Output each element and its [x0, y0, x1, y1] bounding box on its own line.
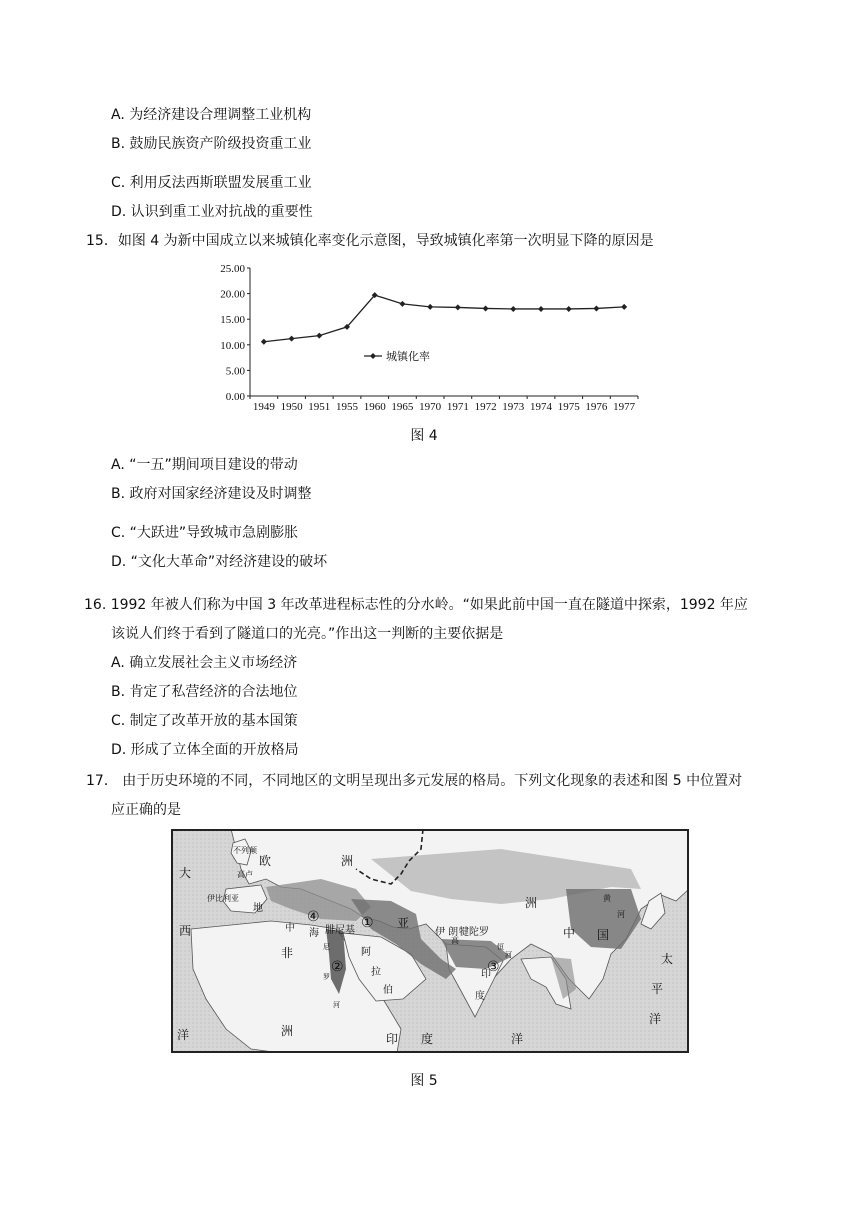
- map-marker-1: ①: [361, 915, 374, 931]
- data-point: [593, 305, 599, 311]
- x-tick-label: 1955: [336, 401, 358, 413]
- data-point: [289, 336, 295, 342]
- map-label-yellow-river-he: 河: [617, 910, 625, 919]
- figure-5-caption: 图 5: [410, 1073, 438, 1089]
- x-tick-label: 1971: [446, 401, 469, 413]
- map-label-indian-ocean-du: 度: [421, 1032, 434, 1046]
- q14-option-d: D. 认识到重工业对抗战的重要性: [111, 204, 313, 220]
- q15-option-a: A. “一五”期间项目建设的带动: [111, 457, 298, 473]
- map-label-arabia-bo: 伯: [383, 985, 393, 996]
- map-label-ganges-heng: 恒: [497, 943, 504, 951]
- data-point: [621, 304, 627, 310]
- map-label-mediterranean-zhong: 中: [285, 923, 295, 934]
- y-tick-label: 10.00: [220, 339, 245, 352]
- q15-option-d: D. “文化大革命”对经济建设的破坏: [111, 554, 328, 570]
- q14-option-a: A. 为经济建设合理调整工业机构: [111, 107, 312, 123]
- q17-stem-line1: 17． 由于历史环境的不同，不同地区的文明呈现出多元发展的格局。下列文化现象的表述和图 5 中位置对: [86, 773, 743, 789]
- q15-option-c: C. “大跃进”导致城市急剧膨胀: [111, 525, 299, 541]
- q16-option-b: B. 肯定了私营经济的合法地位: [111, 684, 298, 700]
- data-point: [455, 304, 461, 310]
- figure-4-caption: 图 4: [410, 428, 438, 444]
- map-label-iberia: 伊比利亚: [207, 894, 239, 903]
- map-label-indian-ocean-yang: 洋: [511, 1032, 524, 1046]
- map-label-arabia-a: 阿: [361, 947, 371, 958]
- data-point: [510, 306, 516, 312]
- map-label-china-zhong: 中: [563, 926, 576, 940]
- data-point: [261, 339, 267, 345]
- legend: [364, 349, 430, 363]
- x-tick-label: 1975: [557, 401, 580, 413]
- data-point: [566, 306, 572, 312]
- data-point: [399, 301, 405, 307]
- world-civilizations-map: [171, 829, 689, 1053]
- map-label-pacific-yang: 洋: [649, 1012, 662, 1026]
- map-marker-4: ④: [307, 909, 320, 925]
- x-tick-label: 1972: [474, 401, 497, 413]
- map-label-india-du: 度: [475, 991, 485, 1002]
- x-tick-label: 1974: [530, 401, 552, 413]
- urbanization-line-chart: [214, 258, 644, 418]
- q16-stem-line1: 16. 1992 年被人们称为中国 3 年改革进程标志性的分水岭。“如果此前中国一直在隧道中探索，1992 年应: [84, 597, 748, 613]
- map-label-china-guo: 国: [597, 928, 610, 942]
- map-label-di: 地: [253, 903, 263, 914]
- x-tick-label: 1973: [502, 401, 525, 413]
- q15-stem: 15．如图 4 为新中国成立以来城镇化率变化示意图，导致城镇化率第一次明显下降的原因是: [86, 233, 654, 249]
- map-label-yellow-river-huang: 黄: [603, 894, 611, 903]
- q14-option-b: B. 鼓励民族资产阶级投资重工业: [111, 136, 312, 152]
- q16-stem-line2: 该说人们终于看到了隧道口的光亮。”作出这一判断的主要依据是: [111, 626, 504, 642]
- data-point: [483, 305, 489, 311]
- y-tick-label: 25.00: [220, 263, 245, 275]
- map-label-africa-zhou: 洲: [281, 1024, 294, 1038]
- x-tick-label: 1977: [613, 401, 636, 413]
- map-label-asia-ya: 亚: [397, 916, 410, 930]
- x-tick-label: 1970: [419, 401, 442, 413]
- q16-option-d: D. 形成了立体全面的开放格局: [111, 742, 299, 758]
- q16-option-c: C. 制定了改革开放的基本国策: [111, 713, 298, 729]
- x-tick-label: 1960: [363, 401, 386, 413]
- map-label-ganges-he: 河: [505, 951, 512, 959]
- map-label-asia-zhou: 洲: [525, 896, 538, 910]
- map-label-europe-zhou: 洲: [341, 854, 354, 868]
- map-label-atlantic-xi: 西: [179, 924, 192, 938]
- map-label-iran: 伊 朗: [435, 927, 459, 938]
- map-label-pacific-tai: 太: [661, 952, 674, 966]
- map-label-arabia-la: 拉: [371, 967, 381, 978]
- map-label-britain: 不列颠: [233, 846, 257, 855]
- map-label-nile-he: 河: [333, 1001, 340, 1009]
- map-label-atlantic-da: 大: [179, 866, 192, 880]
- y-tick-label: 15.00: [220, 314, 245, 327]
- x-tick-label: 1951: [308, 401, 331, 413]
- y-tick-label: 0.00: [225, 391, 245, 403]
- map-label-africa-fei: 非: [281, 946, 294, 960]
- x-tick-label: 1949: [252, 401, 275, 413]
- map-label-mediterranean-hai: 海: [309, 928, 319, 939]
- map-label-atlantic-yang: 洋: [177, 1028, 190, 1042]
- q15-option-b: B. 政府对国家经济建设及时调整: [111, 486, 312, 502]
- y-tick-label: 20.00: [220, 288, 245, 301]
- map-label-nile-ni: 尼: [323, 943, 330, 951]
- q16-option-a: A. 确立发展社会主义市场经济: [111, 655, 298, 671]
- q14-option-c: C. 利用反法西斯联盟发展重工业: [111, 175, 312, 191]
- map-label-gaul: 高卢: [237, 870, 253, 879]
- map-label-nile-luo: 罗: [323, 973, 330, 981]
- map-label-ou: 欧: [259, 854, 272, 868]
- map-marker-3: ③: [487, 959, 500, 975]
- y-tick-label: 5.00: [225, 365, 245, 378]
- x-tick-label: 1965: [391, 401, 414, 413]
- q17-stem-line2: 应正确的是: [111, 802, 181, 818]
- map-label-plateau-gao: 高: [451, 936, 459, 945]
- legend-label: 城镇化率: [386, 350, 430, 363]
- map-label-pacific-ping: 平: [651, 982, 664, 996]
- data-point: [316, 333, 322, 339]
- map-label-phoenicia: 腓尼基: [325, 925, 355, 936]
- map-label-indian-ocean-yin: 印: [386, 1032, 399, 1046]
- map-label-india-yin: 印: [481, 969, 491, 980]
- map-label-gandhara: 犍陀罗: [459, 927, 489, 938]
- data-point: [538, 306, 544, 312]
- legend-marker: [370, 353, 376, 359]
- x-tick-label: 1976: [585, 401, 608, 413]
- map-marker-2: ②: [331, 959, 344, 975]
- x-tick-label: 1950: [280, 401, 303, 413]
- data-point: [427, 304, 433, 310]
